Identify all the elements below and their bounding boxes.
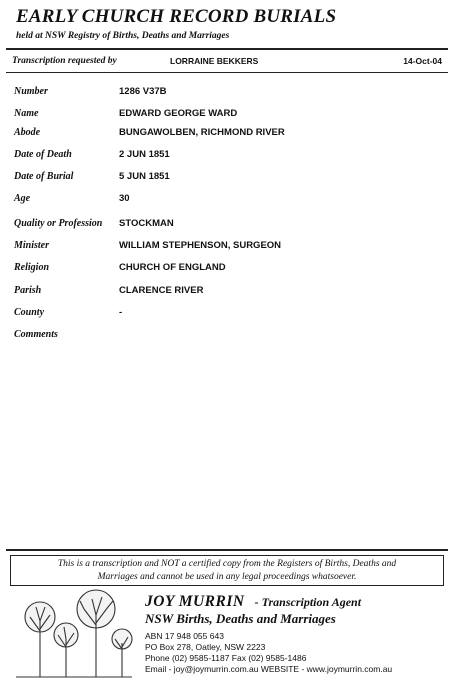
field-value: 5 JUN 1851 [119,171,170,182]
footer-divider [6,549,448,551]
agent-name: JOY MURRIN [145,593,245,610]
field-value: CLARENCE RIVER [119,285,204,296]
transcription-request-row [12,56,442,70]
field-label: Number [14,86,48,97]
field-label: Age [14,193,31,204]
request-date: 14-Oct-04 [403,56,442,66]
agent-address: PO Box 278, Oatley, NSW 2223 [145,642,266,652]
field-value: 2 JUN 1851 [119,149,170,160]
requested-by-label: Transcription requested by [12,56,117,66]
field-label: Comments [14,329,58,340]
disclaimer-line: This is a transcription and NOT a certified copy from the Registers of Births, Deaths and [57,559,397,569]
field-label: Name [14,108,39,119]
document-title: EARLY CHURCH RECORD BURIALS [16,6,337,27]
field-label: Quality or Profession [14,218,103,229]
field-label: Religion [14,262,50,273]
requested-by-name: LORRAINE BEKKERS [170,56,259,66]
field-value: STOCKMAN [119,218,174,229]
trees-logo-icon [14,585,134,680]
agent-subtitle: NSW Births, Deaths and Marriages [145,611,336,626]
field-label: County [14,307,45,318]
agent-email-website: Email - joy@joymurrin.com.au WEBSITE - www.joymurrin.com.au [145,664,393,674]
field-value: WILLIAM STEPHENSON, SURGEON [119,240,282,251]
field-label: Date of Death [14,149,72,160]
disclaimer-line: Marriages and cannot be used in any legal proceedings whatsoever. [97,572,357,582]
agent-heading [145,593,361,611]
document-subtitle: held at NSW Registry of Births, Deaths and Marriages [16,31,230,41]
request-divider [6,72,448,73]
field-label: Minister [14,240,50,251]
field-value: CHURCH OF ENGLAND [119,262,226,273]
field-value: - [119,307,123,318]
agent-role: - Transcription Agent [254,595,362,609]
field-label: Date of Burial [14,171,74,182]
agent-abn: ABN 17 948 055 643 [145,631,224,641]
field-label: Parish [14,285,42,296]
field-value: EDWARD GEORGE WARD [119,108,238,119]
disclaimer-box [10,555,444,586]
field-value: BUNGAWOLBEN, RICHMOND RIVER [119,127,285,138]
field-value: 1286 V37B [119,86,167,97]
header-divider [6,48,448,50]
agent-phone: Phone (02) 9585-1187 Fax (02) 9585-1486 [145,653,307,663]
field-value: 30 [119,193,130,204]
field-label: Abode [14,127,41,138]
